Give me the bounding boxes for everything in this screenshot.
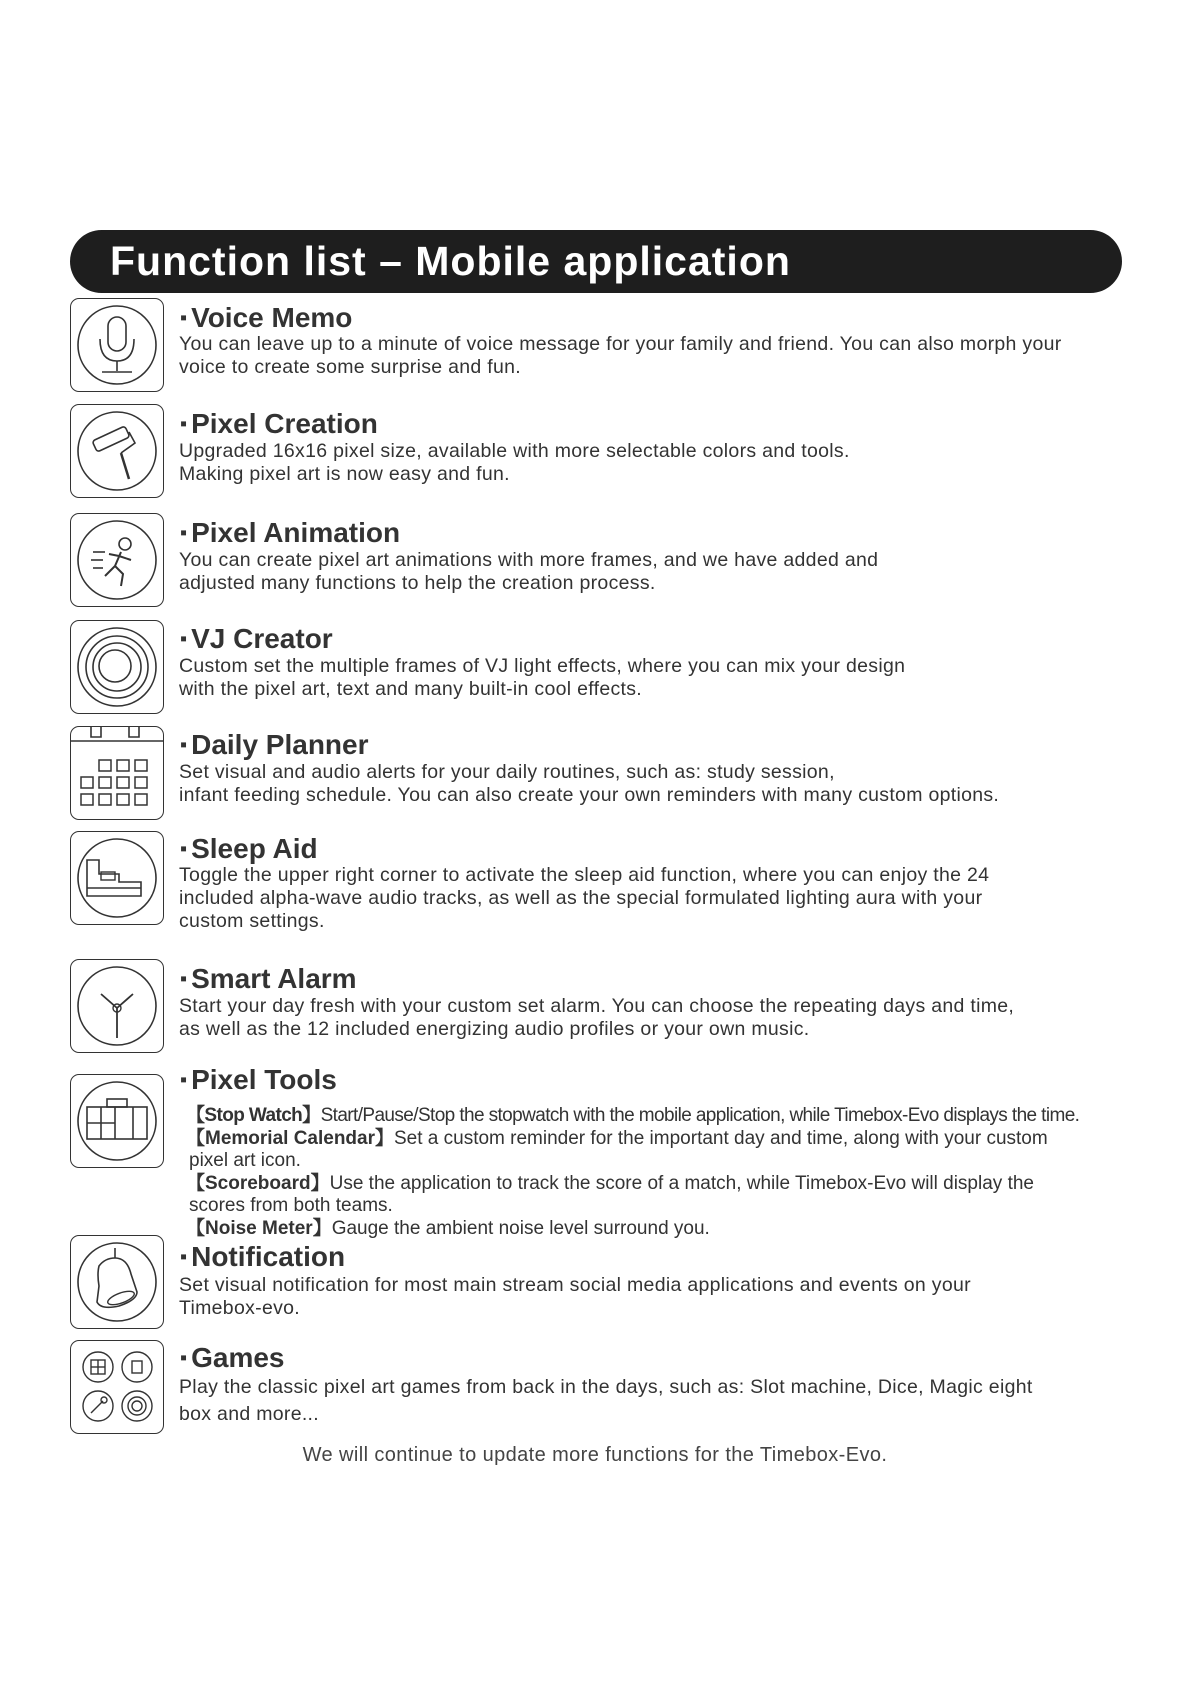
footer-note: We will continue to update more functions for the Timebox-Evo. (302, 1444, 888, 1466)
games-desc-1: Play the classic pixel art games from back in the days, such as: Slot machine, Dice, Magic eight (179, 1376, 1033, 1398)
notification-desc-1: Set visual notification for most main stream social media applications and events on your (179, 1274, 971, 1296)
bullet-marker: ▪ (180, 307, 188, 329)
pixel-animation-desc-1: You can create pixel art animations with more frames, and we have added and (179, 549, 879, 571)
title-banner (70, 230, 1122, 293)
notification-desc-2: Timebox-evo. (179, 1297, 300, 1319)
daily-planner-desc-2: infant feeding schedule. You can also create your own reminders with many custom options. (179, 784, 1000, 806)
pixel-tools-icon-box (70, 1074, 164, 1168)
pixel-tools-heading: ▪ Pixel Tools (180, 1064, 337, 1095)
notification-heading: ▪ Notification (180, 1241, 346, 1272)
daily-planner-desc-1: Set visual and audio alerts for your daily routines, such as: study session, (179, 761, 835, 783)
smart-alarm-heading: ▪ Smart Alarm (180, 963, 357, 994)
scoreboard-item-cont: scores from both teams. (189, 1195, 393, 1217)
running-figure-icon (71, 514, 163, 606)
voice-memo-desc-1: You can leave up to a minute of voice message for your family and friend. You can also morph your (179, 333, 1062, 355)
sleep-aid-desc-1: Toggle the upper right corner to activate the sleep aid function, where you can enjoy the 24 (179, 864, 990, 886)
pixel-creation-heading: ▪ Pixel Creation (180, 408, 378, 439)
games-grid-icon (71, 1341, 163, 1433)
pixel-creation-desc-1: Upgraded 16x16 pixel size, available with more selectable colors and tools. (179, 440, 850, 462)
daily-planner-heading: ▪ Daily Planner (180, 729, 369, 760)
notification-icon-box (70, 1235, 164, 1329)
sleep-aid-desc-2: included alpha-wave audio tracks, as well as the special formulated lighting aura with your (179, 887, 983, 909)
vj-creator-heading: ▪ VJ Creator (180, 623, 333, 654)
games-heading: ▪ Games (180, 1342, 285, 1373)
bell-icon (71, 1236, 163, 1328)
smart-alarm-desc-2: as well as the 12 included energizing audio profiles or your own music. (179, 1018, 810, 1040)
pixel-animation-desc-2: adjusted many functions to help the creation process. (179, 572, 656, 594)
noise-meter-item: 【Noise Meter】Gauge the ambient noise level surround you. (186, 1217, 710, 1239)
games-desc-2: box and more... (179, 1403, 319, 1425)
sleep-aid-heading: ▪ Sleep Aid (180, 833, 318, 864)
pixel-animation-heading: ▪ Pixel Animation (180, 517, 401, 548)
microphone-icon (71, 299, 163, 391)
paint-roller-icon (71, 405, 163, 497)
pixel-tools-list (186, 1105, 1079, 1241)
sleep-aid-desc-3: custom settings. (179, 910, 325, 932)
stop-watch-item: 【Stop Watch】Start/Pause/Stop the stopwatch with the mobile application, while Timebox-Evo displays the time. (186, 1105, 1080, 1126)
pixel-animation-icon-box (70, 513, 164, 607)
clock-icon (71, 960, 163, 1052)
voice-memo-heading: ▪ Voice Memo (180, 302, 353, 333)
memorial-calendar-item: 【Memorial Calendar】Set a custom reminder for the important day and time, along with your custom (186, 1127, 1048, 1149)
toolbox-icon (71, 1075, 163, 1167)
memorial-calendar-item-cont: pixel art icon. (189, 1150, 301, 1172)
voice-memo-icon-box (70, 298, 164, 392)
calendar-icon (71, 727, 163, 819)
vj-creator-desc-1: Custom set the multiple frames of VJ light effects, where you can mix your design (179, 655, 906, 677)
games-icon-box (70, 1340, 164, 1434)
bed-icon (71, 832, 163, 924)
smart-alarm-icon-box (70, 959, 164, 1053)
concentric-circles-icon (71, 621, 163, 713)
daily-planner-icon-box (70, 726, 164, 820)
sleep-aid-icon-box (70, 831, 164, 925)
voice-memo-desc-2: voice to create some surprise and fun. (179, 356, 521, 378)
page-title: Function list – Mobile application (110, 238, 791, 284)
vj-creator-desc-2: with the pixel art, text and many built-in cool effects. (179, 678, 642, 700)
pixel-creation-desc-2: Making pixel art is now easy and fun. (179, 463, 510, 485)
smart-alarm-desc-1: Start your day fresh with your custom set alarm. You can choose the repeating days and time, (179, 995, 1015, 1017)
vj-creator-icon-box (70, 620, 164, 714)
pixel-creation-icon-box (70, 404, 164, 498)
scoreboard-item: 【Scoreboard】Use the application to track the score of a match, while Timebox-Evo will display the (186, 1172, 1034, 1194)
